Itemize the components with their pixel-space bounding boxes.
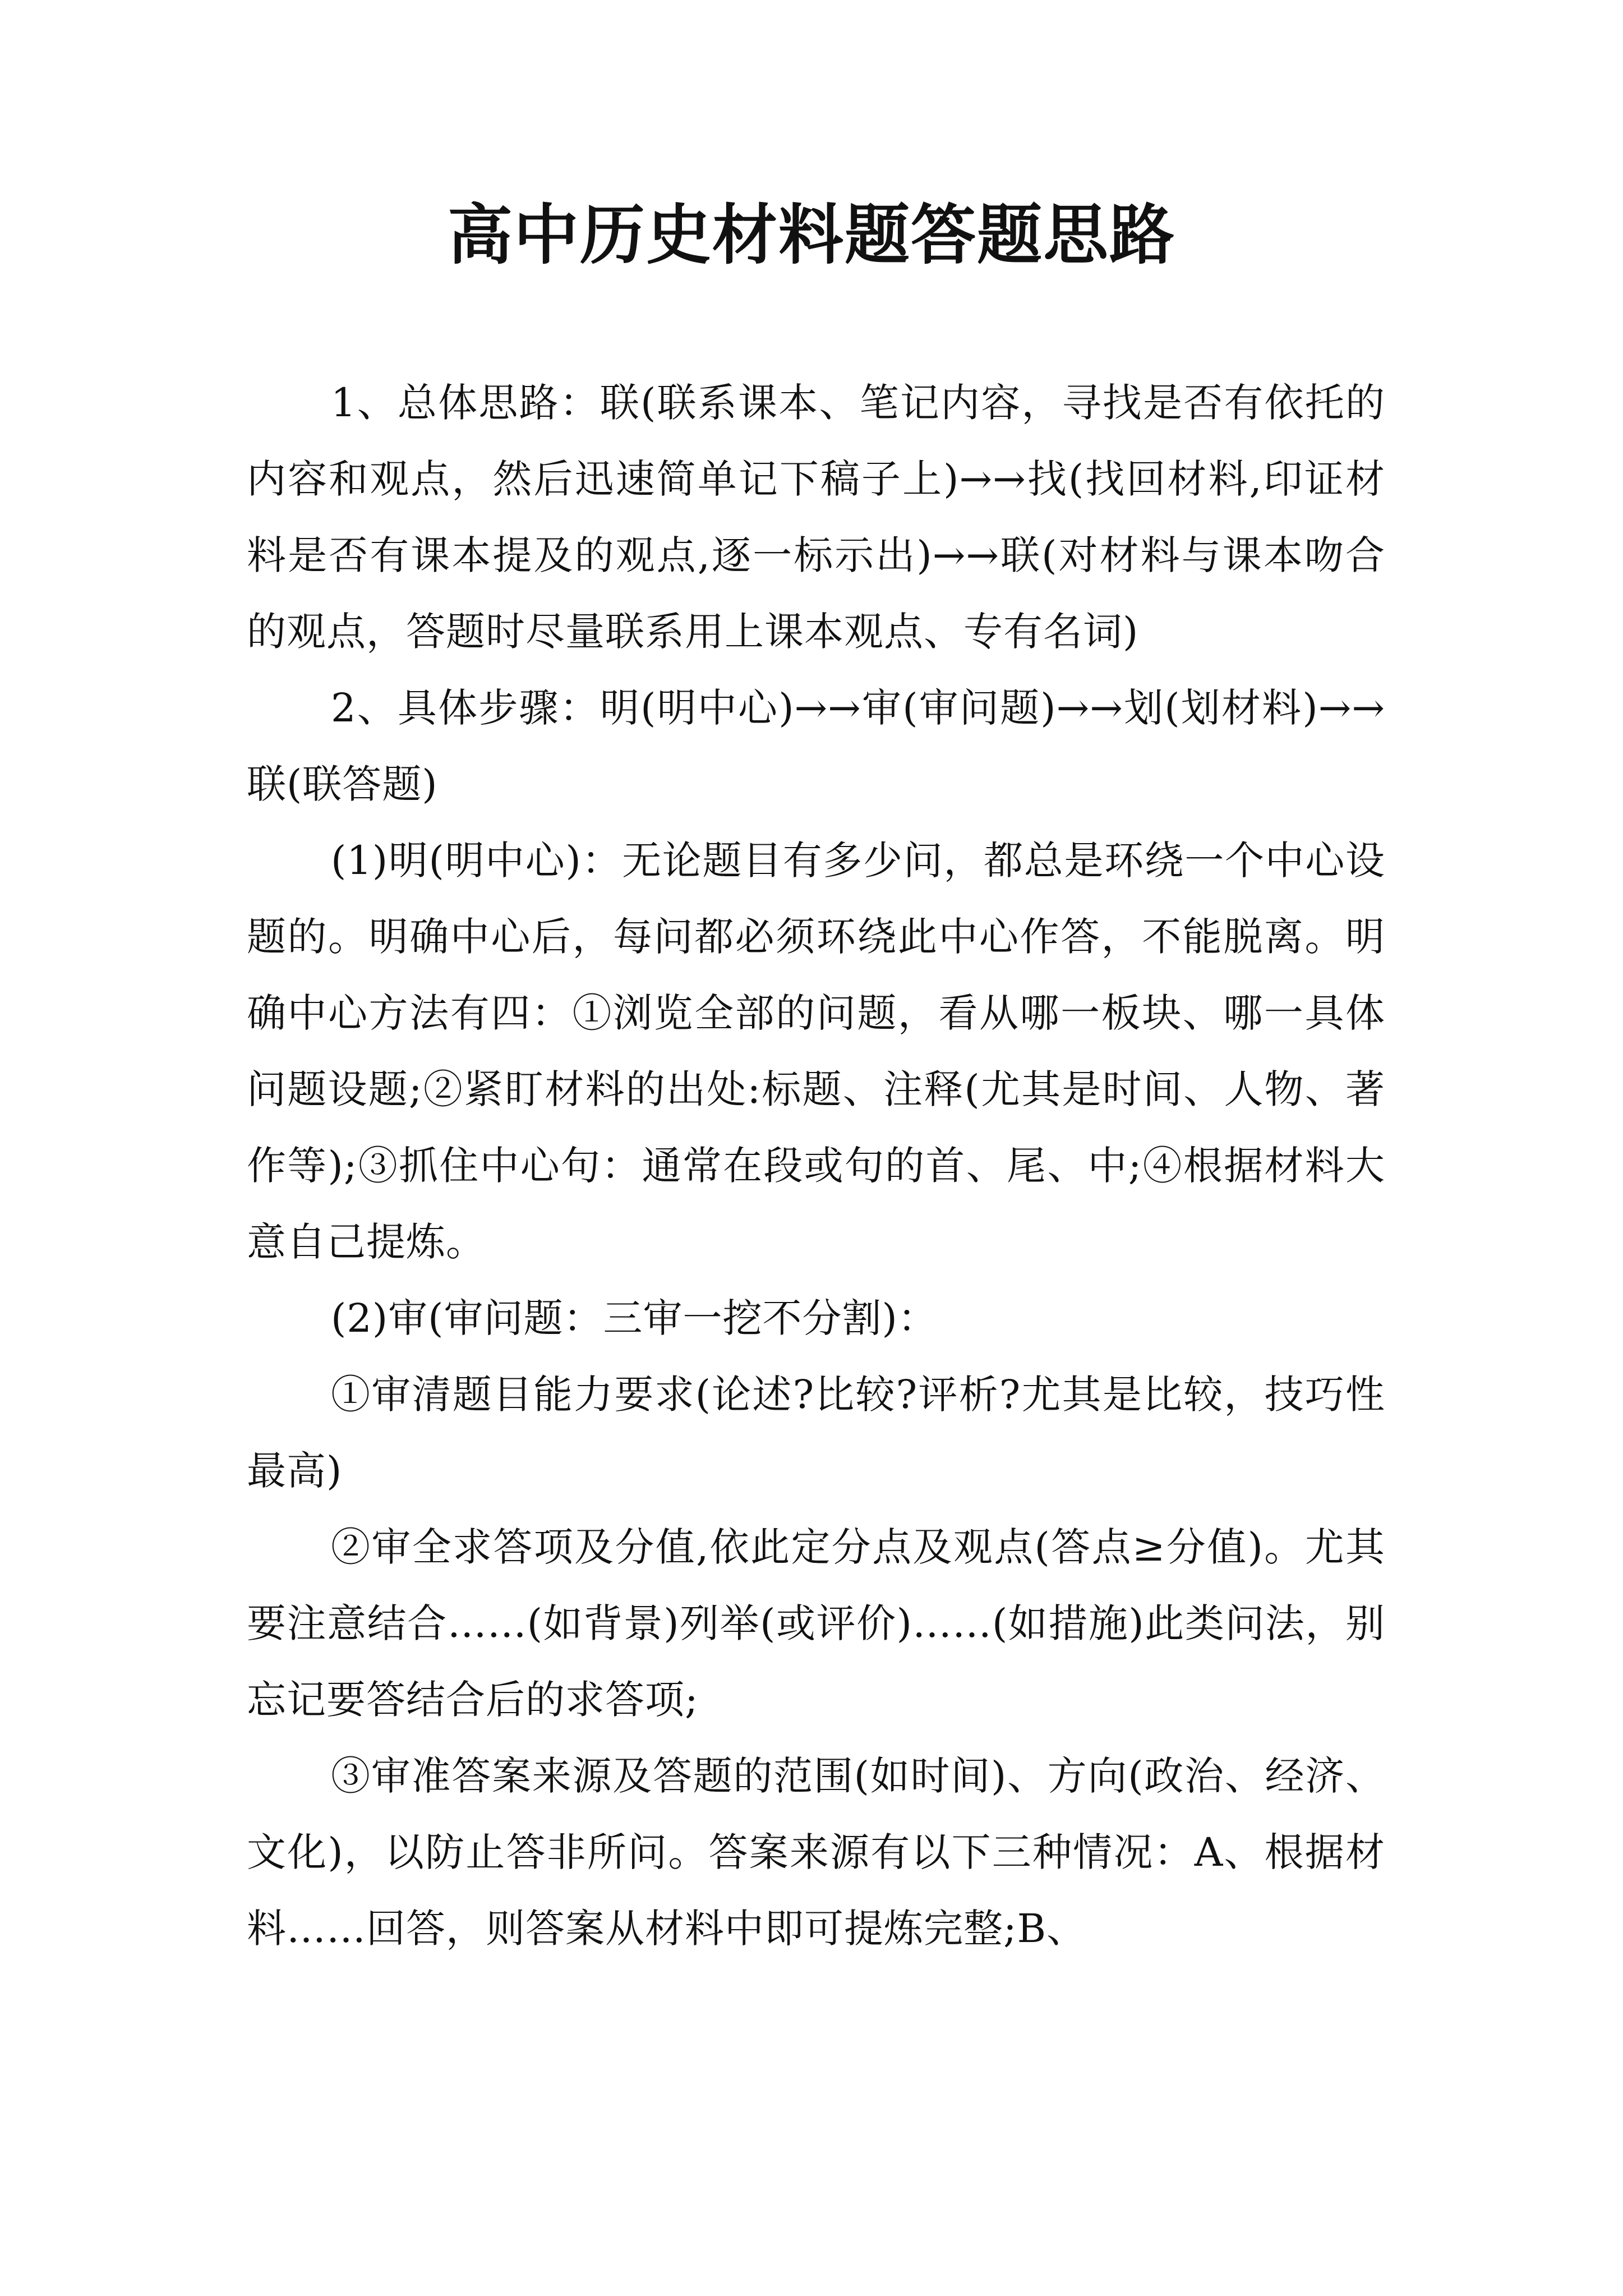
document-title: 高中历史材料题答题思路 [448,197,1175,273]
paragraph-examine-answer-source: ③审准答案来源及答题的范围(如时间)、方向(政治、经济、文化)，以防止答非所问。答案来源有以下三种情况：A、根据材料……回答，则答案从材料中即可提炼完整;B、 [247,1753,1385,1952]
paragraph-specific-steps: 2、具体步骤：明(明中心)→→审(审问题)→→划(划材料)→→联(联答题) [247,685,1385,807]
paragraph-examine-items-score: ②审全求答项及分值,依此定分点及观点(答点≥分值)。尤其要注意结合……(如背景)列举(或评价)……(如措施)此类问法，别忘记要答结合后的求答项; [247,1524,1385,1723]
paragraph-examine-ability: ①审清题目能力要求(论述?比较?评析?尤其是比较，技巧性最高) [247,1372,1385,1494]
paragraph-step-identify-center: (1)明(明中心)：无论题目有多少问，都总是环绕一个中心设题的。明确中心后，每问都必须环绕此中心作答，不能脱离。明确中心方法有四：①浏览全部的问题，看从哪一板块、哪一具体问题设题;②紧盯材料的出处:标题、注释(尤其是时间、人物、著作等);③抓住中心句：通常在段或句的首、尾、中;④根据材料大意自己提炼。 [247,838,1385,1265]
paragraph-step-examine-question: (2)审(审问题：三审一挖不分割)： [331,1295,938,1341]
document-body [247,365,1385,1967]
paragraph-overall-approach: 1、总体思路：联(联系课本、笔记内容，寻找是否有依托的内容和观点，然后迅速简单记下稿子上)→→找(找回材料,印证材料是否有课本提及的观点,逐一标示出)→→联(对材料与课本吻合的观点，答题时尽量联系用上课本观点、专有名词) [247,380,1385,655]
